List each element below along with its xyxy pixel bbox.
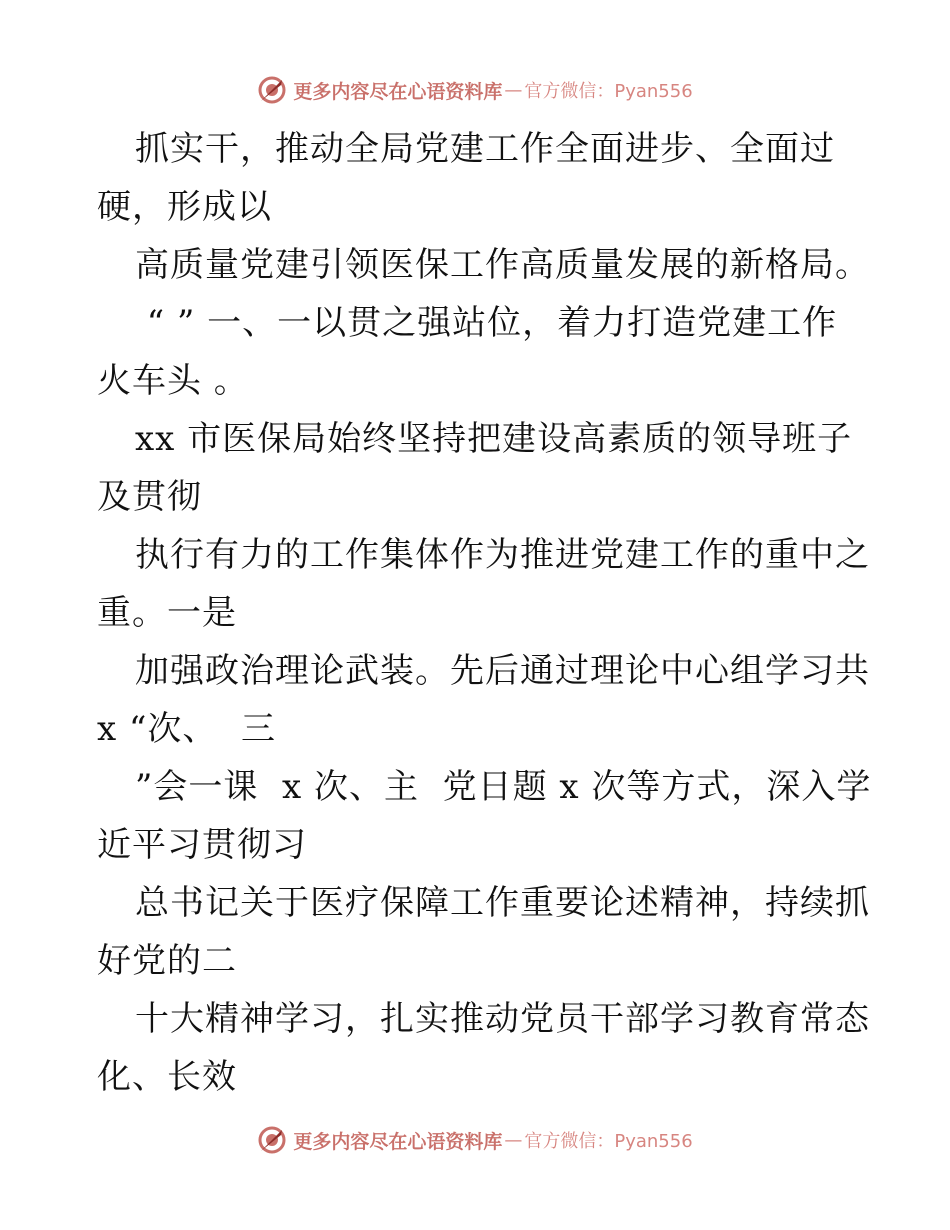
quill-seal-icon xyxy=(257,1125,287,1155)
text-line: xx 市医保局始终坚持把建设高素质的领导班子 xyxy=(135,419,853,459)
footer-title: 更多内容尽在心语资料库 xyxy=(293,1130,503,1153)
text-line: “ ” 一、一以贯之强站位，着力打造党建工作 xyxy=(135,303,838,343)
text-line: 好党的二 xyxy=(97,941,237,981)
footer-dash: — xyxy=(504,1129,523,1151)
text-line: 近平习贯彻习 xyxy=(97,825,307,865)
header-banner xyxy=(0,72,950,108)
text-line: 重。一是 xyxy=(97,593,237,633)
header-title: 更多内容尽在心语资料库 xyxy=(293,80,503,103)
text-line: ”会一课 x 次、主 党日题 x 次等方式，深入学 xyxy=(135,767,872,807)
footer-banner xyxy=(0,1122,950,1158)
text-line: 及贯彻 xyxy=(97,477,202,517)
text-line: 总书记关于医疗保障工作重要论述精神，持续抓 xyxy=(135,883,870,923)
text-line: 化、长效 xyxy=(97,1057,237,1097)
text-line: 硬，形成以 xyxy=(97,187,272,227)
document-body xyxy=(97,120,872,1106)
text-line: 十大精神学习，扎实推动党员干部学习教育常态 xyxy=(135,999,870,1039)
text-line: x “次、 三 xyxy=(97,709,276,749)
text-line: 火车头 。 xyxy=(97,361,249,401)
text-line: 执行有力的工作集体作为推进党建工作的重中之 xyxy=(135,535,870,575)
header-contact: 官方微信：Pyan556 xyxy=(524,81,693,102)
quill-seal-icon xyxy=(257,75,287,105)
text-line: 高质量党建引领医保工作高质量发展的新格局。 xyxy=(135,245,870,285)
text-line: 抓实干，推动全局党建工作全面进步、全面过 xyxy=(135,129,835,169)
header-dash: — xyxy=(504,79,523,101)
text-line: 加强政治理论武装。先后通过理论中心组学习共 xyxy=(135,651,870,691)
footer-contact: 官方微信：Pyan556 xyxy=(524,1131,693,1152)
